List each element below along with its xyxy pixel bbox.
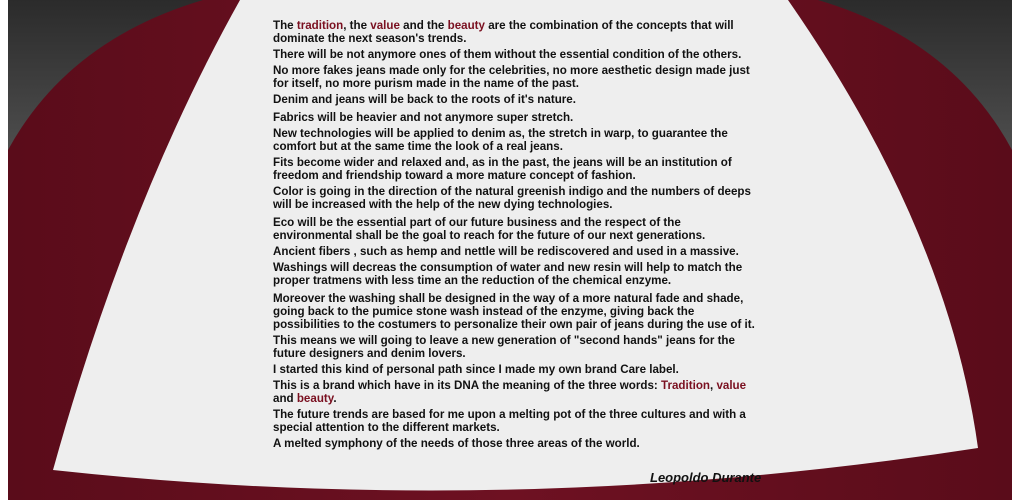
paragraph-moreover [273,292,763,331]
text-segment: Denim and jeans will be back to the roots of it's nature. [273,93,576,106]
paragraph-fits [273,156,763,182]
text-segment: Moreover the washing shall be designed in the way of a more natural fade and shade, going back to the pumice stone wash instead of the enzyme, giving back the possibilities to the costumers to personalize their own pair of jeans during the use of it. [273,292,755,331]
text-segment: A melted symphony of the needs of those three areas of the world. [273,437,640,450]
highlighted-word: value [716,379,747,392]
text-segment: Fits become wider and relaxed and, as in the past, the jeans will be an institution of freedom and friendship toward a more mature concept of fashion. [273,156,732,182]
text-segment: There will be not anymore ones of them without the essential condition of the others. [273,48,742,61]
text-segment: are the combination of the concepts that will dominate the next season's trends. [273,19,734,45]
highlighted-word: tradition [296,19,344,32]
text-segment: and the [399,19,448,32]
text-segment: Fabrics will be heavier and not anymore super stretch. [273,111,574,124]
text-segment: and [273,392,297,405]
paragraph-eco [273,216,763,242]
paragraph-melted-symphony [273,437,763,450]
text-segment: Eco will be the essential part of our future business and the respect of the environmental shall be the goal to reach for the future of our next generations. [273,216,706,242]
page-frame [8,0,1012,500]
signature: Leopoldo Durante [650,470,762,485]
text-segment: New technologies will be applied to denim as, the stretch in warp, to guarantee the comfort but at the same time the look of a real jeans. [273,127,728,153]
text-segment: Washings will decreas the consumption of water and new resin will help to match the proper tratmens with less time an the reduction of the chemical enzyme. [273,261,743,287]
text-segment: No more fakes jeans made only for the celebrities, no more aesthetic design made just for itself, no more purism made in the name of the past. [273,64,750,90]
text-segment: , the [343,19,371,32]
paragraph-essential-condition [273,48,763,61]
text-segment: I started this kind of personal path since I made my own brand Care label. [273,363,679,376]
paragraph-ancient-fibers [273,245,763,258]
highlighted-word: Tradition [661,379,710,392]
text-segment: This means we will going to leave a new generation of "second hands" jeans for the future designers and denim lovers. [273,334,735,360]
text-segment: The [273,19,297,32]
highlighted-word: beauty [296,392,334,405]
text-segment: The future trends are based for me upon a melting pot of the three cultures and with a special attention to the different markets. [273,408,746,434]
highlighted-word: beauty [447,19,485,32]
paragraph-personal-path [273,363,763,376]
paragraph-color [273,185,763,211]
paragraph-new-technologies [273,127,763,153]
paragraph-second-hands [273,334,763,360]
highlighted-word: value [370,19,400,32]
paragraph-future-trends [273,408,763,434]
text-segment: Ancient fibers , such as hemp and nettle will be rediscovered and used in a massive. [273,245,739,258]
paragraph-intro [273,19,763,45]
paragraph-brand-dna [273,379,763,405]
article-body [273,16,763,450]
text-segment: This is a brand which have in its DNA the meaning of the three words: [273,379,662,392]
paragraph-fabrics [273,111,763,124]
text-segment: Color is going in the direction of the natural greenish indigo and the numbers of deeps will be increased with the help of the new dying technologies. [273,185,751,211]
text-segment: . [333,392,337,405]
paragraph-no-more-fakes [273,64,763,90]
paragraph-back-to-roots [273,93,763,106]
text-segment: , [709,379,717,392]
paragraph-washings [273,261,763,287]
